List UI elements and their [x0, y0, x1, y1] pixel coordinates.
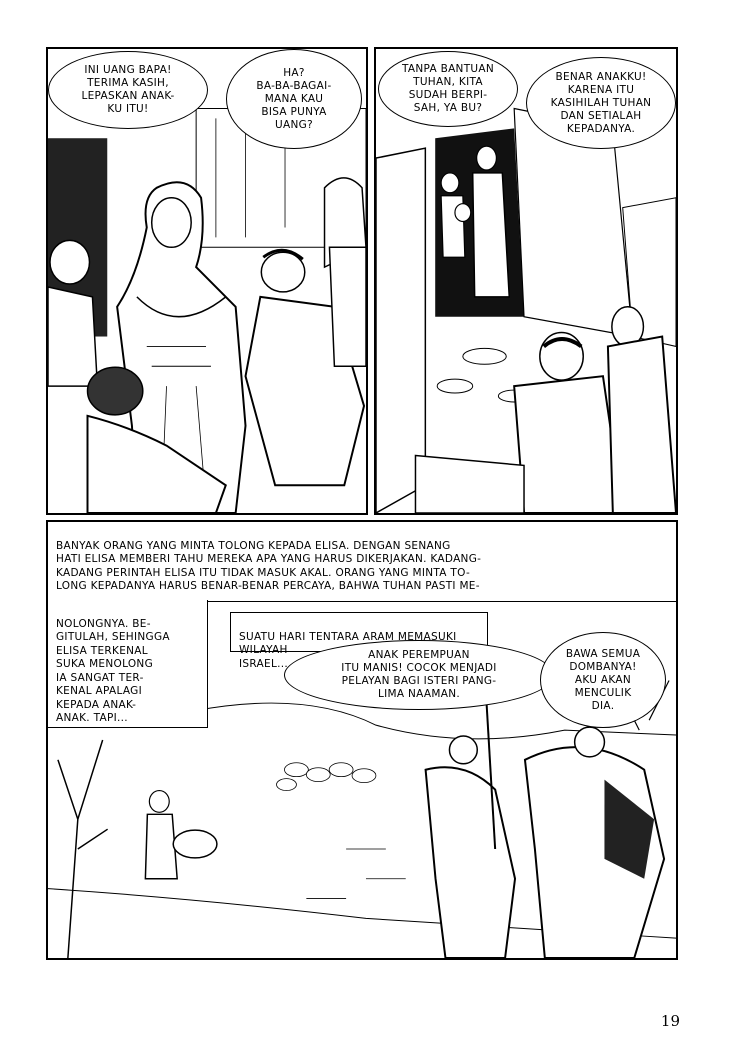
balloon-text: BAWA SEMUA DOMBANYA! AKU AKAN MENCULIK DIA. — [565, 647, 641, 712]
panel-3 — [46, 520, 678, 960]
panel-1 — [46, 47, 368, 515]
panel-2 — [374, 47, 678, 515]
balloon-text: BENAR ANAKKU! KARENA ITU KASIHILAH TUHAN DAN SETIALAH KEPADANYA. — [550, 70, 652, 135]
narration-box-top — [48, 522, 678, 602]
balloon-text: HA? BA-BA-BAGAI- MANA KAU BISA PUNYA UANG? — [256, 66, 332, 131]
balloon-text: TANPA BANTUAN TUHAN, KITA SUDAH BERPI- SAH, YA BU? — [401, 63, 495, 114]
speech-balloon-mother — [526, 57, 676, 149]
balloon-text: INI UANG BAPA! TERIMA KASIH, LEPASKAN ANAK- KU ITU! — [81, 64, 175, 115]
balloon-text: ANAK PEREMPUAN ITU MANIS! COCOK MENJADI PELAYAN BAGI ISTERI PANG- LIMA NAAMAN. — [341, 649, 497, 700]
narration-text: NOLONGNYA. BE- GITULAH, SEHINGGA ELISA TERKENAL SUKA MENOLONG IA SANGAT TER- KENAL APALAGI KEPADA ANAK- ANAK. TAPI... — [56, 617, 170, 724]
speech-balloon-man — [226, 49, 362, 149]
narration-text: BANYAK ORANG YANG MINTA TOLONG KEPADA ELISA. DENGAN SENANG HATI ELISA MEMBERI TAHU MEREKA APA YANG HARUS DIKERJAKAN. KADANG- KADANG PERINTAH ELISA ITU TIDAK MASUK AKAL. ORANG YANG MINTA TO- LONG KEPADANYA HARUS BENAR-BENAR PERCAYA, BAHWA TUHAN PASTI ME- — [56, 539, 482, 592]
speech-balloon-woman — [48, 51, 208, 129]
narration-text: SUATU HARI TENTARA ARAM MEMASUKI WILAYAH ISRAEL... — [239, 630, 457, 670]
speech-balloon-soldier-1 — [284, 640, 554, 710]
speech-balloon-child — [378, 51, 518, 127]
speech-balloon-soldier-2 — [540, 632, 666, 728]
page-number: 19 — [660, 1012, 680, 1030]
narration-box-left — [48, 600, 208, 728]
